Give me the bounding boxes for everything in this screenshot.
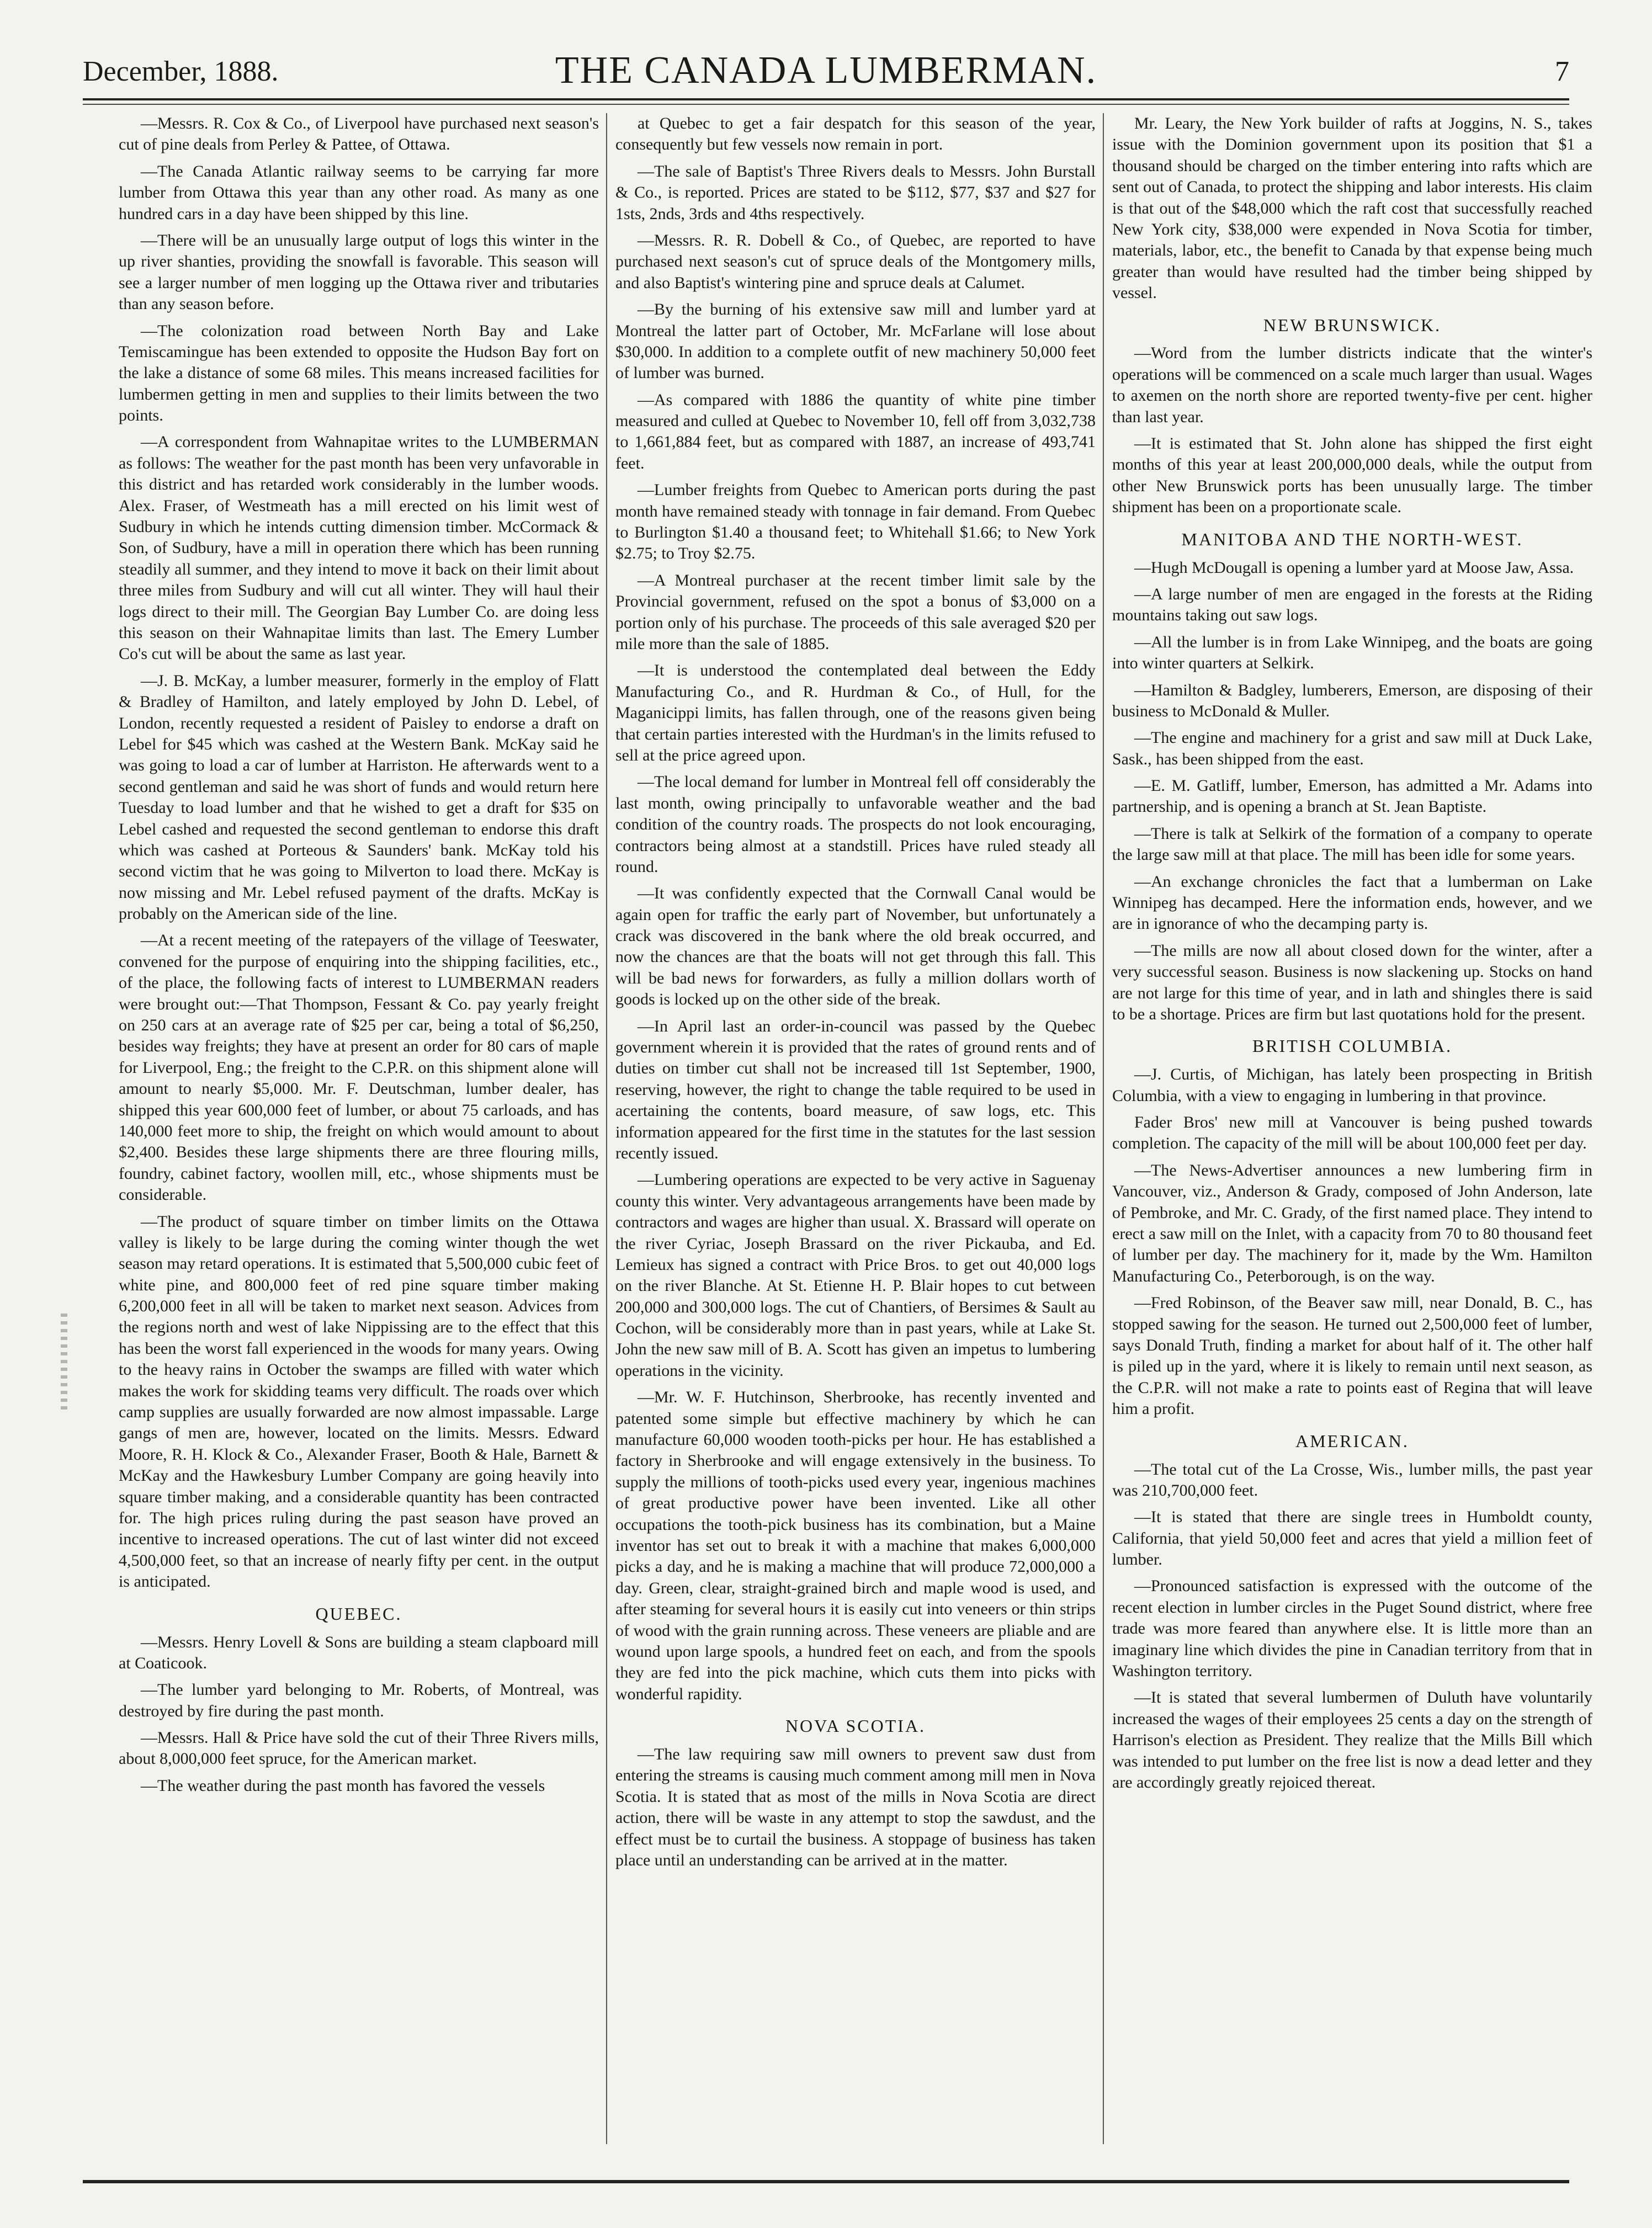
news-paragraph: —At a recent meeting of the ratepayers of the village of Teeswater, convened for the purpose of enquiring into the shipping facilities, etc., of the place, the following facts of interest to LUMBERMAN readers were brought out:—That Thompson, Fessant & Co. pay yearly freight on 250 cars at an average rate of $25 per car, being a total of $6,250, besides way freights; they have at present an order for 80 cars of maple for Liverpool, Eng.; the freight to the C.P.R. on this shipment alone will amount to nearly $5,000. Mr. F. Deutschman, lumber dealer, has shipped this year 600,000 feet of lumber, or about 75 carloads, and has 140,000 feet more to ship, the freight on which would amount to about $2,400. Besides these large shipments there are three flouring mills, foundry, cabinet factory, woollen mill, etc., whose shipments must be considerable. bbox=[119, 931, 599, 1204]
news-paragraph: —A Montreal purchaser at the recent timber limit sale by the Provincial government, refused on the spot a bonus of $3,000 on a portion only of his purchase. The proceeds of this sale averaged $20 per mile more than the sale of 1885. bbox=[615, 571, 1096, 653]
news-paragraph: —It is understood the contemplated deal between the Eddy Manufacturing Co., and R. Hurdman & Co., of Hull, for the Maganicippi limits, has fallen through, one of the reasons given being that certain parties interested with the Hurdman's in the limits refused to sell at the price agreed upon. bbox=[615, 661, 1096, 764]
news-paragraph: —Messrs. Hall & Price have sold the cut of their Three Rivers mills, about 8,000,000 feet spruce, for the American market. bbox=[119, 1729, 599, 1768]
news-paragraph: —Lumbering operations are expected to be very active in Saguenay county this winter. Very advantageous arrangements have been made by contractors and wages are higher than usual. X. Brassard will operate on the river Cyriac, Joseph Brassard on the river Pickauba, and Ed. Lemieux has signed a contract with Price Bros. to get out 40,000 logs on the river Blanche. At St. Etienne H. P. Blair hopes to cut between 200,000 and 300,000 logs. The cut of Chantiers, of Bersimes & Sault au Cochon, will be considerably more than in past years, while at Lake St. John the new saw mill of B. A. Scott has given an impetus to lumbering operations in the vicinity. bbox=[615, 1171, 1096, 1380]
column-3 bbox=[1112, 113, 1592, 2144]
news-paragraph: —It was confidently expected that the Cornwall Canal would be again open for traffic the early part of November, but unfortunately a crack was discovered in the bank where the old break occurred, and now the chances are that the boats will not get through this fall. This will be bad news for forwarders, as fully a million dollars worth of goods is locked up on the other side of the break. bbox=[615, 884, 1096, 1009]
section-heading: NEW BRUNSWICK. bbox=[1263, 315, 1442, 335]
news-paragraph: —Pronounced satisfaction is expressed with the outcome of the recent election in lumber circles in the Puget Sound district, where free trade was more feared than anywhere else. It is little more than an imaginary line which divides the pine in Canadian territory from that in Washington territory. bbox=[1112, 1577, 1592, 1681]
news-paragraph: at Quebec to get a fair despatch for this season of the year, consequently but few vessels now remain in port. bbox=[615, 114, 1096, 154]
news-paragraph: —Fred Robinson, of the Beaver saw mill, near Donald, B. C., has stopped sawing for the season. He turned out 2,500,000 feet of lumber, says Donald Truth, finding a market for about half of it. The other half is piled up in the yard, where it is likely to remain until next season, as the C.P.R. will not make a rate to points east of Regina that will leave him a profit. bbox=[1112, 1294, 1592, 1418]
news-paragraph: —The colonization road between North Bay and Lake Temiscamingue has been extended to opposite the Hudson Bay fort on the lake a distance of some 68 miles. This means increased facilities for lumbermen getting in men and supplies to their limits between the two points. bbox=[119, 321, 599, 425]
news-paragraph: —The law requiring saw mill owners to prevent saw dust from entering the streams is causing much comment among mill men in Nova Scotia. It is stated that as most of the mills in Nova Scotia are direct action, there will be waste in any attempt to stop the sawdust, and the effect must be to curtail the business. A stoppage of business has taken place until an understanding can be arrived at in the matter. bbox=[615, 1745, 1096, 1870]
news-paragraph: —Word from the lumber districts indicate that the winter's operations will be commenced on a scale much larger than usual. Wages to axemen on the north shore are reported twenty-five per cent. higher than last year. bbox=[1112, 344, 1592, 426]
section-heading: MANITOBA AND THE NORTH-WEST. bbox=[1181, 529, 1523, 549]
news-paragraph: —The lumber yard belonging to Mr. Roberts, of Montreal, was destroyed by fire during the past month. bbox=[119, 1681, 599, 1720]
news-paragraph: —By the burning of his extensive saw mill and lumber yard at Montreal the latter part of October, Mr. McFarlane will lose about $30,000. In addition to a complete outfit of new machinery 50,000 feet of lumber was burned. bbox=[615, 300, 1096, 382]
news-paragraph: —In April last an order-in-council was passed by the Quebec government wherein it is provided that the rates of ground rents and of duties on timber cut shall not be increased till 1st September, 1900, reserving, however, the right to change the table required to be used in acertaining the contents, board measure, of saw logs, etc. This information appeared for the first time in the statutes for the last session recently issued. bbox=[615, 1017, 1096, 1162]
news-paragraph: —Hugh McDougall is opening a lumber yard at Moose Jaw, Assa. bbox=[1134, 558, 1574, 577]
news-paragraph: —There is talk at Selkirk of the formation of a company to operate the large saw mill at that place. The mill has been idle for some years. bbox=[1112, 824, 1592, 864]
news-paragraph: —J. Curtis, of Michigan, has lately been prospecting in British Columbia, with a view to engaging in lumbering in that province. bbox=[1112, 1065, 1592, 1105]
news-paragraph: —The mills are now all about closed down for the winter, after a very successful season. Business is now slackening up. Stocks on hand are not large for this time of year, and in lath and shingles there is said to be a shortage. Prices are firm but last quotations hold for the present. bbox=[1112, 941, 1592, 1023]
masthead-rule-thin bbox=[83, 104, 1569, 105]
news-paragraph: —An exchange chronicles the fact that a lumberman on Lake Winnipeg has decamped. Here the information ends, however, and we are in ignorance of who the decamping party is. bbox=[1112, 872, 1592, 933]
news-paragraph: —Lumber freights from Quebec to American ports during the past month have remained steady with tonnage in fair demand. From Quebec to Burlington $1.40 a thousand feet; to Whitehall $1.66; to New York $2.75; to Troy $2.75. bbox=[615, 481, 1096, 563]
news-paragraph: —It is stated that several lumbermen of Duluth have voluntarily increased the wages of their employees 25 cents a day on the strength of Harrison's election as President. They realize that the Mills Bill which was intended to put lumber on the free list is now a dead letter and they are accordingly greatly rejoiced thereat. bbox=[1112, 1688, 1592, 1791]
column-2 bbox=[615, 113, 1096, 2144]
news-paragraph: —The engine and machinery for a grist and saw mill at Duck Lake, Sask., has been shipped from the east. bbox=[1112, 729, 1592, 768]
news-paragraph: Mr. Leary, the New York builder of rafts at Joggins, N. S., takes issue with the Dominion government upon its position that $1 a thousand should be charged on the timber entering into rafts which are sent out of Canada, to protect the shipping and labor interests. His claim is that out of the $48,000 which the raft cost that successfully reached New York city, $38,000 were expended in Nova Scotia for timber, materials, labor, etc., the benefit to Canada by that expense being much greater than would have resulted had the timber being shipped by vessel. bbox=[1112, 114, 1592, 302]
news-paragraph: —The sale of Baptist's Three Rivers deals to Messrs. John Burstall & Co., is reported. Prices are stated to be $112, $77, $37 and $27 for 1sts, 2nds, 3rds and 4ths respectively. bbox=[615, 162, 1096, 223]
column-1 bbox=[119, 113, 599, 2144]
news-paragraph: —The local demand for lumber in Montreal fell off considerably the last month, owing principally to unfavorable weather and the bad condition of the country roads. The prospects do not look encouraging, contractors being almost at a standstill. Prices have ruled steady all round. bbox=[615, 773, 1096, 876]
news-paragraph: —Messrs. R. Cox & Co., of Liverpool have purchased next season's cut of pine deals from Perley & Pattee, of Ottawa. bbox=[119, 114, 599, 154]
paper-title: THE CANADA LUMBERMAN. bbox=[555, 49, 1097, 92]
masthead bbox=[83, 39, 1569, 99]
news-paragraph: —Hamilton & Badgley, lumberers, Emerson, are disposing of their business to McDonald & Muller. bbox=[1112, 680, 1592, 720]
news-paragraph: —E. M. Gatliff, lumber, Emerson, has admitted a Mr. Adams into partnership, and is opening a branch at St. Jean Baptiste. bbox=[1112, 777, 1592, 816]
news-paragraph: —It is estimated that St. John alone has shipped the first eight months of this year at least 200,000,000 deals, while the output from other New Brunswick ports has been unusually large. The timber shipment has been on a proportionate scale. bbox=[1112, 434, 1592, 517]
news-paragraph: Fader Bros' new mill at Vancouver is being pushed towards completion. The capacity of the mill will be about 100,000 feet per day. bbox=[1112, 1113, 1592, 1153]
news-paragraph: —The News-Advertiser announces a new lumbering firm in Vancouver, viz., Anderson & Grady, composed of John Anderson, late of Pembroke, and Mr. C. Grady, of the first named place. They intend to erect a saw mill on the Inlet, with a capacity from 70 to 80 thousand feet of lumber per day. The machinery for it, made by the Wm. Hamilton Manufacturing Co., Peterborough, is on the way. bbox=[1112, 1161, 1592, 1285]
news-paragraph: —As compared with 1886 the quantity of white pine timber measured and culled at Quebec to November 10, fell off from 3,032,738 to 1,661,884 feet, but as compared with 1887, an increase of 493,741 feet. bbox=[615, 390, 1096, 472]
column-divider bbox=[1103, 113, 1104, 2144]
page-number: 7 bbox=[1555, 56, 1569, 87]
section-heading: NOVA SCOTIA. bbox=[785, 1716, 926, 1736]
bottom-rule bbox=[83, 2180, 1569, 2183]
news-paragraph: —Messrs. R. R. Dobell & Co., of Quebec, are reported to have purchased next season's cut of spruce deals of the Montgomery mills, and also Baptist's wintering pine and spruce deals at Calumet. bbox=[615, 231, 1096, 292]
margin-smudge bbox=[61, 1314, 67, 1413]
section-heading: QUEBEC. bbox=[315, 1603, 402, 1624]
news-paragraph: —A correspondent from Wahnapitae writes to the LUMBERMAN as follows: The weather for the past month has been very unfavorable in this district and has retarded work considerably in the lumber woods. Alex. Fraser, of Westmeath has a mill erected on his limit west of Sudbury in which he intends cutting dimension timber. McCormack & Son, of Sudbury, have a mill in operation there which has been running steadily all summer, and they intend to move it back on their limit about three miles from Sudbury and will cut all winter. They will haul their logs direct to their mill. The Georgian Bay Lumber Co. are doing less this season on their Wahnapitae limits than last. The Emery Lumber Co's cut will be about the same as last year. bbox=[119, 433, 599, 663]
news-paragraph: —The weather during the past month has favored the vessels bbox=[141, 1776, 545, 1795]
news-paragraph: —The product of square timber on timber limits on the Ottawa valley is likely to be large during the coming winter though the wet season may retard operations. It is estimated that 5,500,000 cubic feet of white pine, and 800,000 feet of red pine square timber making 6,200,000 feet in all will be taken to market next season. Advices from the regions north and west of lake Nippissing are to the effect that this has been the worst fall experienced in the woods for many years. Owing to the heavy rains in October the swamps are filled with water which makes the work for skidding teams very difficult. The roads over which camp supplies are usually forwarded are now almost impassable. Large gangs of men are, however, located on the limits. Messrs. Edward Moore, R. H. Klock & Co., Alexander Fraser, Booth & Hale, Barnett & McKay and the Hawkesbury Lumber Company are going heavily into square timber making, and a considerable quantity has been contracted for. The high prices ruling during the past season have proved an incentive to increased operations. The cut of last winter did not exceed 4,500,000 feet, so that an increase of nearly fifty per cent. in the output is anticipated. bbox=[119, 1212, 599, 1591]
news-paragraph: —There will be an unusually large output of logs this winter in the up river shanties, providing the snowfall is favorable. This season will see a larger number of men logging up the Ottawa river and tributaries than any season before. bbox=[119, 231, 599, 313]
news-paragraph: —J. B. McKay, a lumber measurer, formerly in the employ of Flatt & Bradley of Hamilton, and lately employed by John D. Lebel, of London, recently requested a resident of Paisley to endorse a draft on Lebel for $45 which was cashed at the Western Bank. McKay said he was going to load a car of lumber at Harriston. He afterwards went to a second gentleman and said he was short of funds and would return here Tuesday to load lumber and that he wished to get a draft for $35 on Lebel cashed and requested the second gentleman to endorse this draft which was cashed at Porteous & Saunders' bank. McKay told his second victim that he was going to Milverton to load there. McKay is now missing and Mr. Lebel refused payment of the drafts. McKay is probably on the American side of the line. bbox=[119, 671, 599, 923]
issue-date: December, 1888. bbox=[83, 56, 279, 87]
news-paragraph: —A large number of men are engaged in the forests at the Riding mountains taking out saw logs. bbox=[1112, 584, 1592, 625]
news-paragraph: —The Canada Atlantic railway seems to be carrying far more lumber from Ottawa this year than any other road. As many as one hundred cars in a day have been shipped by this line. bbox=[119, 162, 599, 223]
news-paragraph: —The total cut of the La Crosse, Wis., lumber mills, the past year was 210,700,000 feet. bbox=[1112, 1460, 1592, 1499]
news-paragraph: —It is stated that there are single trees in Humboldt county, California, that yield 50,000 feet and acres that yield a million feet of lumber. bbox=[1112, 1508, 1592, 1569]
news-paragraph: —Messrs. Henry Lovell & Sons are building a steam clapboard mill at Coaticook. bbox=[119, 1633, 599, 1672]
news-paragraph: —All the lumber is in from Lake Winnipeg, and the boats are going into winter quarters at Selkirk. bbox=[1112, 632, 1592, 673]
section-heading: BRITISH COLUMBIA. bbox=[1252, 1036, 1453, 1056]
column-divider bbox=[606, 113, 607, 2144]
section-heading: AMERICAN. bbox=[1295, 1431, 1409, 1451]
news-paragraph: —Mr. W. F. Hutchinson, Sherbrooke, has recently invented and patented some simple but effective machinery by which he can manufacture 60,000 wooden tooth-picks per hour. He has established a factory in Sherbrooke and will engage extensively in the business. To supply the millions of tooth-picks used every year, ingenious machines of great productive power have been invented. Like all other occupations the tooth-pick business has its combination, but a Maine inventor has set out to break it with a machine that makes 6,000,000 picks a day, and he is making a machine that will produce 72,000,000 a day. Green, clear, straight-grained birch and maple wood is used, and after steaming for several hours it is easily cut into veneers or thin strips of wood with the grain running across. These veneers are pliable and are wound upon large spools, a hundred feet on each, and from the spools they are fed into the pick machine, which cuts them into picks with wonderful rapidity. bbox=[615, 1388, 1096, 1703]
masthead-rule bbox=[83, 98, 1569, 100]
